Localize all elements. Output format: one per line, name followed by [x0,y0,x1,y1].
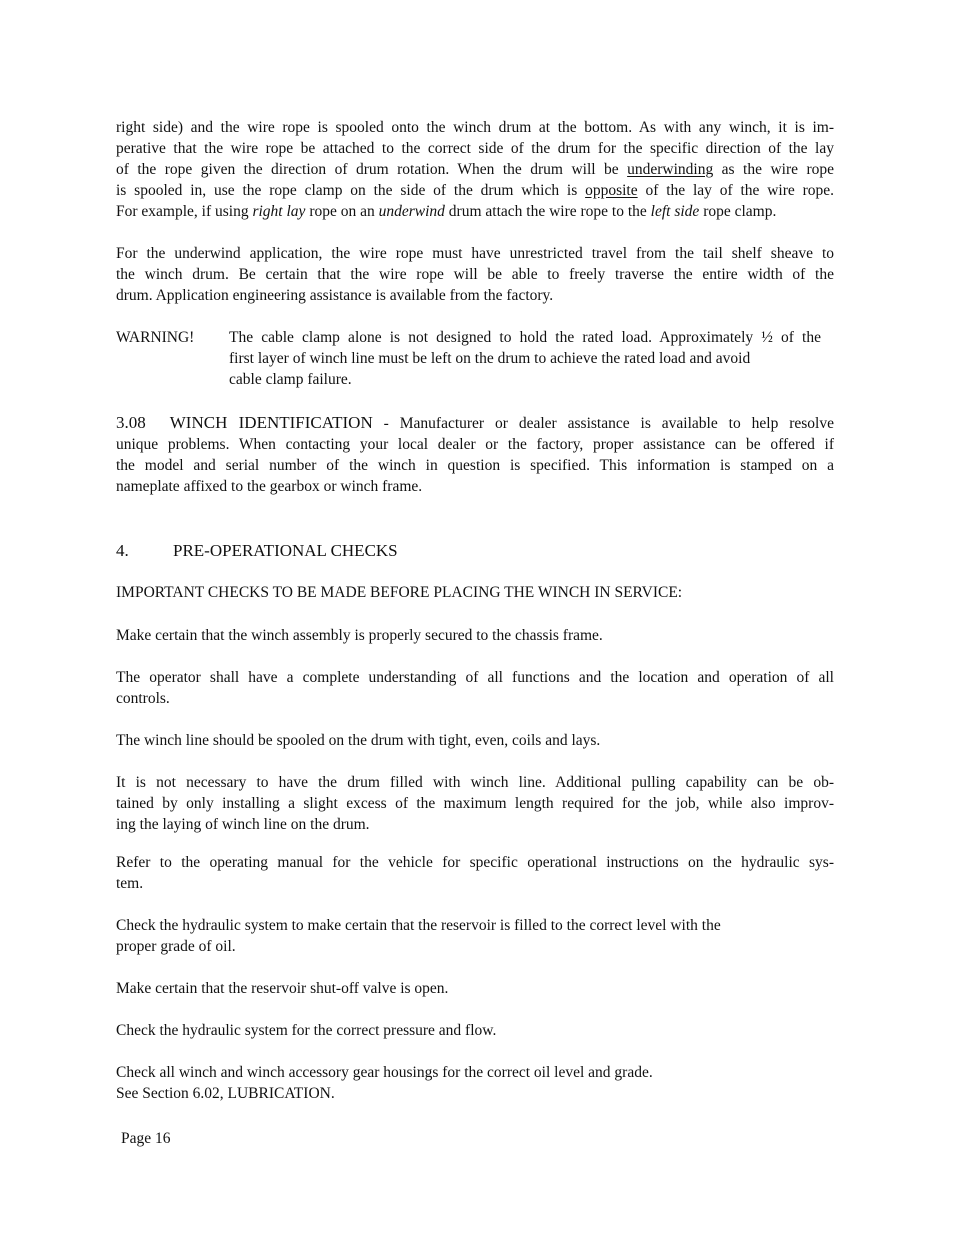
para1-line3: of the rope given the direction of drum rotation. When the drum will be underwinding as the wire rope [116,161,834,178]
checks-intro: IMPORTANT CHECKS TO BE MADE BEFORE PLACING THE WINCH IN SERVICE: [116,584,683,601]
check-5-line2: tem. [116,875,144,892]
check-9-line2: See Section 6.02, LUBRICATION. [116,1085,335,1102]
para1-line5: For example, if using right lay rope on an underwind drum attach the wire rope to the left side rope clamp. [116,203,777,220]
check-5-line1: Refer to the operating manual for the vehicle for specific operational instructions on the hydraulic sys- [116,854,834,871]
section-4-title: PRE-OPERATIONAL CHECKS [173,541,398,560]
para2-line1: For the underwind application, the wire rope must have unrestricted travel from the tail shelf sheave to [116,245,834,262]
check-4-line3: ing the laying of winch line on the drum. [116,816,370,833]
warning-line3: cable clamp failure. [229,371,352,388]
check-1: Make certain that the winch assembly is properly secured to the chassis frame. [116,627,603,644]
check-9-line1: Check all winch and winch accessory gear housings for the correct oil level and grade. [116,1064,653,1081]
section-308-number: 3.08 [116,413,146,432]
warning-line2: first layer of winch line must be left on the drum to achieve the rated load and avoid [229,350,751,367]
check-8: Check the hydraulic system for the correct pressure and flow. [116,1022,497,1039]
page-number: Page 16 [121,1130,171,1147]
para1-line2: perative that the wire rope be attached to the correct side of the drum for the specific direction of the lay [116,140,834,157]
section-308-line1: 3.08 WINCH IDENTIFICATION - Manufacturer or dealer assistance is available to help resolve [116,413,834,432]
section-4-heading [116,540,398,562]
opposite-text: opposite [585,182,638,199]
warning-line1: The cable clamp alone is not designed to hold the rated load. Approximately ½ of the [229,329,821,346]
section-308-line2: unique problems. When contacting your local dealer or the factory, proper assistance can be offered if [116,436,834,453]
section-308-title: WINCH IDENTIFICATION [169,413,373,432]
check-7: Make certain that the reservoir shut-off valve is open. [116,980,449,997]
underwinding-text: underwinding [627,161,714,178]
check-4-line1: It is not necessary to have the drum filled with winch line. Additional pulling capability can be ob- [116,774,834,791]
check-3: The winch line should be spooled on the drum with tight, even, coils and lays. [116,732,601,749]
check-2-line2: controls. [116,690,170,707]
check-6-line1: Check the hydraulic system to make certain that the reservoir is filled to the correct level with the [116,917,721,934]
warning-label: WARNING! [116,329,195,346]
para2-line2: the winch drum. Be certain that the wire rope will be able to freely traverse the entire width of the [116,266,834,283]
para2-line3: drum. Application engineering assistance is available from the factory. [116,287,554,304]
section-4-number: 4. [116,541,129,560]
para1-line4: is spooled in, use the rope clamp on the side of the drum which is opposite of the lay of the wire rope. [116,182,835,199]
section-308-line3: the model and serial number of the winch in question is specified. This information is stamped on a [116,457,834,474]
para1-line1: right side) and the wire rope is spooled onto the winch drum at the bottom. As with any winch, it is im- [116,119,834,136]
check-2-line1: The operator shall have a complete understanding of all functions and the location and operation of all [116,669,834,686]
check-6-line2: proper grade of oil. [116,938,236,955]
check-4-line2: tained by only installing a slight excess of the maximum length required for the job, while also improv- [116,795,834,812]
section-308-line4: nameplate affixed to the gearbox or winch frame. [116,478,423,495]
